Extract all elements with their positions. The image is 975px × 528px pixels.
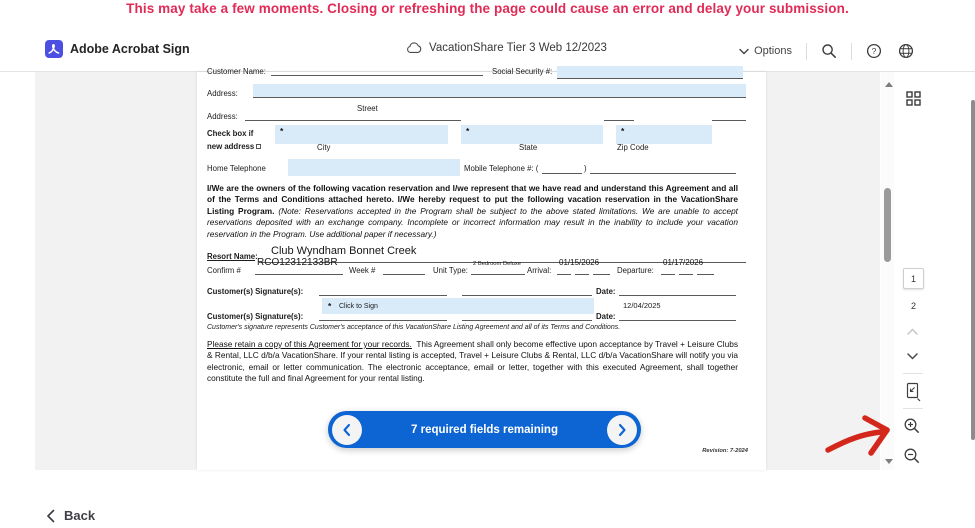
blank-line — [712, 120, 746, 121]
departure-label: Departure: — [617, 266, 654, 275]
previous-page-button[interactable] — [905, 326, 919, 336]
retain-copy-underlined: Please retain a copy of this Agreement for your records. — [207, 339, 412, 349]
blank-line — [590, 173, 736, 174]
arrival-value: 01/15/2026 — [559, 258, 600, 267]
cloud-icon — [406, 42, 422, 54]
language-globe-button[interactable] — [896, 41, 916, 61]
back-link[interactable] — [46, 508, 95, 523]
scroll-up-arrow[interactable] — [885, 82, 893, 87]
zoom-in-icon — [903, 417, 921, 435]
blank-line — [604, 120, 634, 121]
checkbox-caption-line2: new address — [207, 142, 255, 151]
next-field-button[interactable] — [607, 415, 637, 445]
agreement-paragraph-note: (Note: Reservations accepted in the Program shall be subject to the above stated limitations. We are unable to accept reservations deposited with an exchange company. Incomplete or incorrect information may result in the inability to include your vacation reservation in the Program. Use additional paper if necessary.) — [207, 205, 738, 239]
required-asterisk: * — [466, 126, 470, 136]
chevron-down-icon — [739, 48, 749, 55]
signature2-line — [319, 320, 447, 321]
app-header — [0, 31, 975, 72]
zip-field[interactable] — [616, 125, 712, 144]
blank-line — [271, 75, 483, 76]
document-title: VacationShare Tier 3 Web 12/2023 — [429, 42, 607, 54]
mobile-phone-close-paren: ) — [584, 164, 587, 173]
city-label: City — [317, 143, 331, 152]
chevron-up-icon — [907, 328, 918, 335]
header-actions — [737, 39, 916, 63]
ssn-field[interactable] — [557, 66, 743, 79]
agreement-paragraph — [207, 183, 738, 240]
brand-name: Adobe Acrobat Sign — [70, 42, 190, 56]
city-field[interactable] — [275, 125, 448, 144]
brand — [45, 40, 190, 58]
toolbar-divider — [903, 373, 923, 374]
agreement-paragraph-bold: I/We are the owners of the following vacation reservation and I/we represent that we have read and understand this Agreement and all of the Terms and Conditions attached hereto. I/We hereby request to put the following vacation reservation in the VacationShare Listing Program. — [207, 183, 738, 216]
departure-value: 01/17/2026 — [663, 258, 704, 267]
retain-copy-rest: This Agreement shall only become effective upon acceptance by Travel + Leisure Clubs & Rental, LLC d/b/a VacationShare. If your rental listing is accepted, Travel + Leisure Clubs & Rental, LLC d/b/a VacationShare will notify you via electronic, email or letter communication. The electronic acceptance, email or letter, together with this executed Agreement, shall together constitute the full and final Agreement for your rental listing. — [207, 339, 738, 384]
resort-value: Club Wyndham Bonnet Creek — [271, 245, 417, 257]
date2-line — [619, 320, 736, 321]
blank-line — [679, 274, 693, 275]
fit-page-icon — [905, 382, 922, 402]
blank-line — [383, 274, 425, 275]
next-page-button[interactable] — [905, 351, 919, 361]
svg-text:?: ? — [871, 46, 877, 56]
address2-label: Address: — [207, 112, 238, 121]
blank-line — [661, 274, 675, 275]
prev-field-button[interactable] — [332, 415, 362, 445]
required-fields-nav — [328, 411, 641, 448]
street-address-field[interactable] — [253, 84, 746, 98]
blank-line — [255, 274, 343, 275]
checkbox-caption-line1: Check box if — [207, 129, 254, 138]
chevron-right-icon — [618, 424, 626, 436]
signature1-line — [319, 295, 447, 296]
document-scrollbar-thumb[interactable] — [884, 188, 891, 262]
back-label: Back — [64, 508, 96, 523]
home-phone-label: Home Telephone — [207, 164, 266, 173]
customer-name-label: Customer Name: — [207, 67, 266, 76]
chevron-left-icon — [343, 424, 351, 436]
zoom-in-button[interactable] — [902, 416, 922, 436]
unit-type-value: 2 Bedroom Deluxe — [473, 261, 522, 267]
street-label: Street — [357, 104, 378, 113]
date1-label: Date: — [596, 287, 616, 296]
search-icon — [821, 43, 837, 59]
signature1-line2 — [462, 295, 592, 296]
blank-line — [575, 274, 589, 275]
options-button[interactable] — [737, 43, 794, 59]
blank-line — [557, 274, 571, 275]
click-to-sign-field[interactable] — [322, 298, 594, 314]
required-asterisk: * — [328, 301, 332, 311]
blank-line — [542, 173, 582, 174]
blank-line — [471, 274, 525, 275]
state-label: State — [519, 143, 538, 152]
globe-icon — [898, 43, 914, 59]
acrobat-logo-icon — [45, 40, 63, 58]
week-label: Week # — [349, 266, 376, 275]
annotation-arrow — [815, 405, 905, 467]
signature2-line2 — [462, 320, 592, 321]
retain-copy-paragraph — [207, 339, 738, 385]
date-signed-value: 12/04/2025 — [623, 301, 661, 310]
zoom-out-button[interactable] — [902, 446, 922, 466]
blank-line — [697, 274, 714, 275]
required-asterisk: * — [621, 126, 625, 136]
divider — [806, 43, 807, 60]
help-button[interactable] — [864, 41, 884, 61]
required-asterisk: * — [280, 126, 284, 136]
zip-label: Zip Code — [617, 143, 649, 152]
date2-label: Date: — [596, 312, 616, 321]
thumbnail-grid-button[interactable] — [904, 89, 922, 107]
chevron-down-icon — [907, 353, 918, 360]
chevron-left-icon — [46, 509, 55, 523]
state-field[interactable] — [461, 125, 603, 144]
search-button[interactable] — [819, 41, 839, 61]
window-scrollbar-thumb[interactable] — [971, 100, 975, 440]
blank-line — [593, 274, 610, 275]
blank-line — [245, 120, 461, 121]
arrival-label: Arrival: — [527, 266, 552, 275]
signature-note: Customer's signature represents Customer's acceptance of this VacationShare Listing Agreement and all of its Terms and Conditions. — [207, 324, 621, 331]
new-address-checkbox[interactable] — [256, 144, 261, 149]
page-thumbnail-1[interactable]: 1 — [903, 268, 924, 289]
signature1-label: Customer(s) Signature(s): — [207, 287, 304, 296]
page-thumbnail-2[interactable]: 2 — [910, 301, 916, 311]
confirm-label: Confirm # — [207, 266, 241, 275]
toolbar-divider — [903, 408, 923, 409]
divider — [851, 43, 852, 60]
address-label: Address: — [207, 89, 238, 98]
confirm-value: RCO12312133BR — [257, 257, 338, 268]
unit-type-label: Unit Type: — [433, 266, 468, 275]
fit-page-button[interactable] — [904, 381, 922, 403]
document-title-group — [406, 42, 607, 54]
ssn-label: Social Security #: — [492, 67, 553, 76]
options-label: Options — [754, 45, 792, 57]
help-icon — [866, 43, 882, 59]
date1-line — [619, 295, 736, 296]
grid-icon — [906, 91, 921, 106]
click-to-sign-label: Click to Sign — [339, 302, 378, 310]
required-fields-count: 7 required fields remaining — [411, 423, 558, 436]
signature2-label: Customer(s) Signature(s): — [207, 312, 304, 321]
zoom-out-icon — [903, 447, 921, 465]
revision-note: Revision: 7-2024 — [702, 448, 748, 454]
colon: : — [255, 252, 258, 261]
home-phone-field[interactable] — [288, 159, 460, 176]
mobile-phone-label: Mobile Telephone #: ( — [464, 164, 539, 173]
resort-label: Resort Name — [207, 252, 256, 261]
warning-banner: This may take a few moments. Closing or refreshing the page could cause an error and delay your submission. — [126, 1, 849, 16]
